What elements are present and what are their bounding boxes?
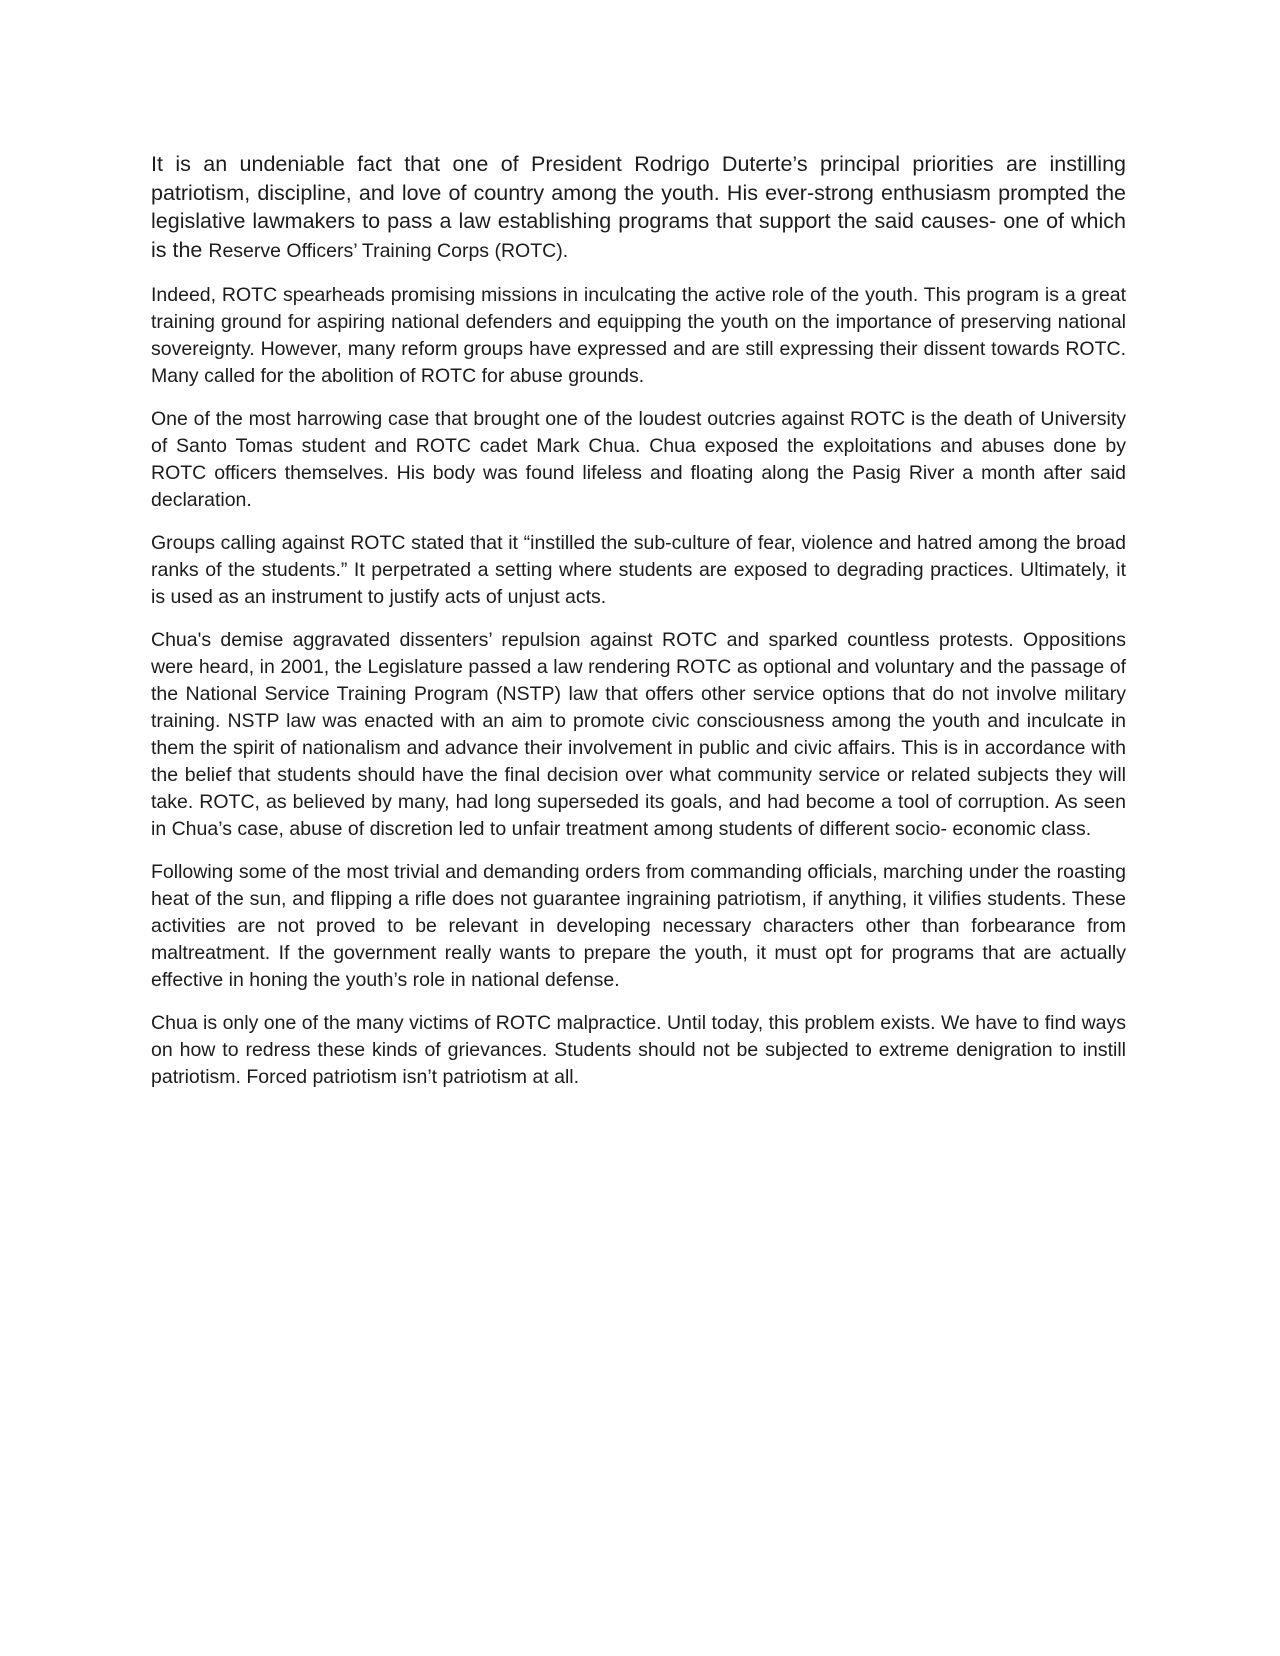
paragraph-5: Chua's demise aggravated dissenters’ repulsion against ROTC and sparked countless protests. Oppositions were heard, in 2001, the Legislature passed a law rendering ROTC as optional and voluntary and the passage of the National Service Training Program (NSTP) law that offers other service options that do not involve military training. NSTP law was enacted with an aim to promote civic consciousness among the youth and inculcate in them the spirit of nationalism and advance their involvement in public and civic affairs. This is in accordance with the belief that students should have the final decision over what community service or related subjects they will take. ROTC, as believed by many, had long superseded its goals, and had become a tool of corruption. As seen in Chua’s case, abuse of discretion led to unfair treatment among students of different socio- economic class. — [151, 629, 1126, 840]
paragraph-1 — [151, 150, 1126, 265]
paragraph-3: One of the most harrowing case that brought one of the loudest outcries against ROTC is the death of University of Santo Tomas student and ROTC cadet Mark Chua. Chua exposed the exploitations and abuses done by ROTC officers themselves. His body was found lifeless and floating along the Pasig River a month after said declaration. — [151, 408, 1126, 511]
paragraph-1-tail: Reserve Officers’ Training Corps (ROTC). — [208, 239, 569, 262]
document-body — [151, 150, 1126, 1107]
paragraph-6: Following some of the most trivial and demanding orders from commanding officials, marching under the roasting heat of the sun, and flipping a rifle does not guarantee ingraining patriotism, if anything, it vilifies students. These activities are not proved to be relevant in developing necessary characters other than forbearance from maltreatment. If the government really wants to prepare the youth, it must opt for programs that are actually effective in honing the youth’s role in national defense. — [151, 861, 1126, 991]
paragraph-7: Chua is only one of the many victims of ROTC malpractice. Until today, this problem exists. We have to find ways on how to redress these kinds of grievances. Students should not be subjected to extreme denigration to instill patriotism. Forced patriotism isn’t patriotism at all. — [151, 1012, 1126, 1088]
paragraph-4: Groups calling against ROTC stated that it “instilled the sub-culture of fear, violence and hatred among the broad ranks of the students.” It perpetrated a setting where students are exposed to degrading practices. Ultimately, it is used as an instrument to justify acts of unjust acts. — [151, 532, 1126, 608]
paragraph-1-text: It is an undeniable fact that one of President Rodrigo Duterte’s principal priorities are instilling patriotism, discipline, and love of country among the youth. His ever-strong enthusiasm prompted the legislative lawmakers to pass a law establishing programs that support the said causes- one of which is the — [151, 152, 1126, 262]
paragraph-2: Indeed, ROTC spearheads promising missions in inculcating the active role of the youth. This program is a great training ground for aspiring national defenders and equipping the youth on the importance of preserving national sovereignty. However, many reform groups have expressed and are still expressing their dissent towards ROTC. Many called for the abolition of ROTC for abuse grounds. — [151, 284, 1126, 387]
